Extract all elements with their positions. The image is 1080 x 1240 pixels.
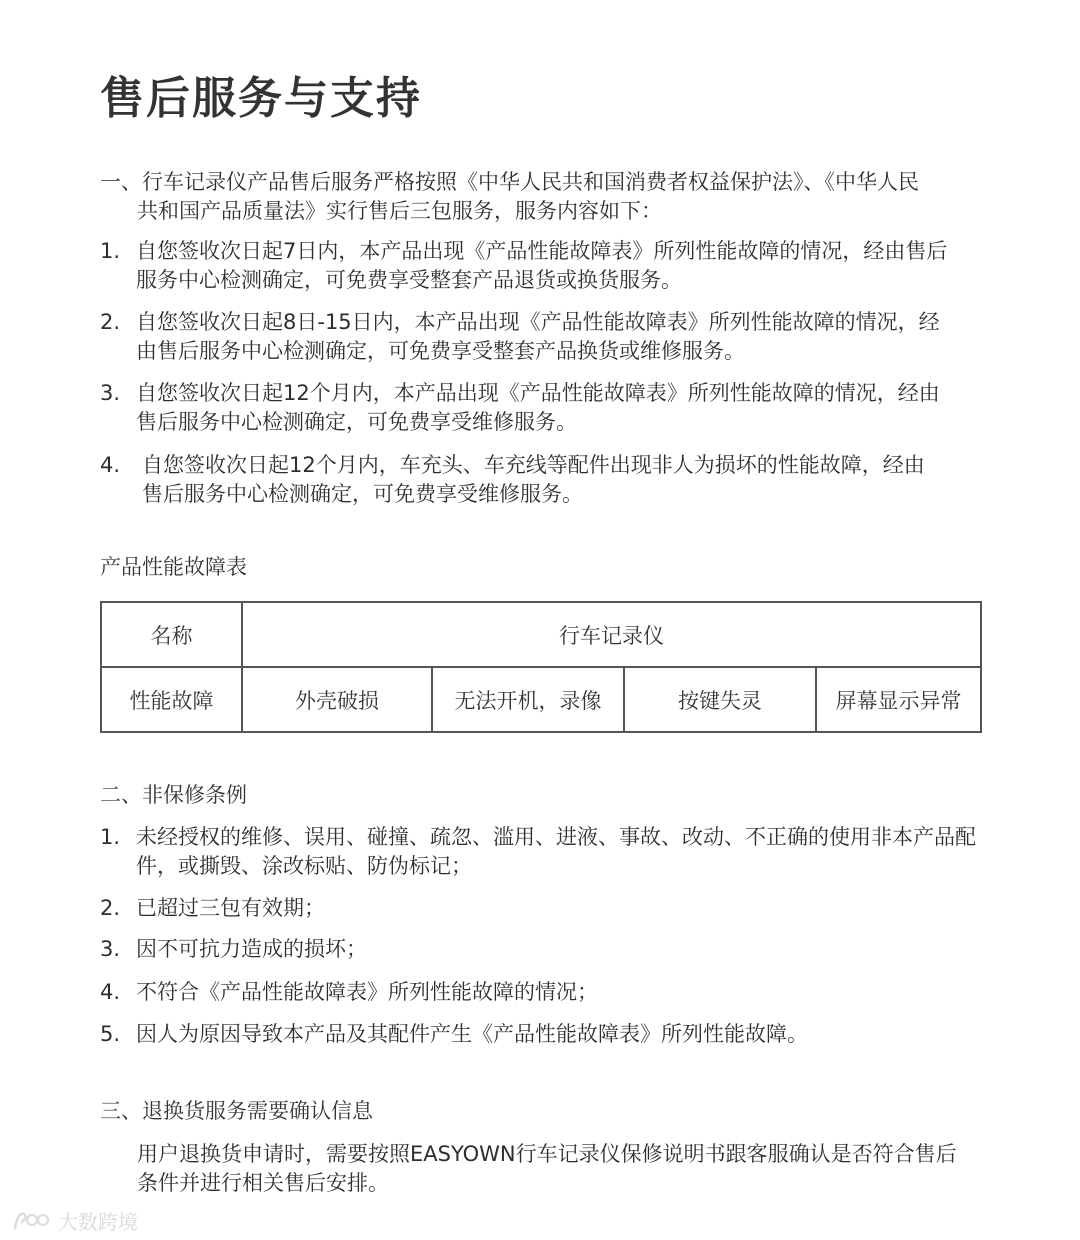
fault-table-caption: 产品性能故障表 xyxy=(100,555,247,579)
table-cell-fault: 外壳破损 xyxy=(242,667,432,732)
table-cell-fault: 屏幕显示异常 xyxy=(816,667,981,732)
section2-item-3 xyxy=(100,935,1000,964)
section3-line-2: 条件并进行相关售后安排。 xyxy=(137,1171,389,1195)
section2-item-4 xyxy=(100,978,1000,1007)
item-line: 售后服务中心检测确定，可免费享受维修服务。 xyxy=(136,410,577,434)
item-line: 件，或撕毁、涂改标贴、防伪标记； xyxy=(136,854,472,878)
table-cell-name-label: 名称 xyxy=(101,602,242,667)
table-cell-fault: 无法开机，录像 xyxy=(432,667,624,732)
item-line: 服务中心检测确定，可免费享受整套产品退货或换货服务。 xyxy=(136,268,682,292)
item-line: 自您签收次日起8日-15日内，本产品出现《产品性能故障表》所列性能故障的情况，经 xyxy=(136,310,940,334)
fault-table xyxy=(100,601,982,733)
item-line: 自您签收次日起12个月内，本产品出现《产品性能故障表》所列性能故障的情况，经由 xyxy=(136,381,940,405)
table-cell-fault-label: 性能故障 xyxy=(101,667,242,732)
item-line: 已超过三包有效期； xyxy=(136,896,325,920)
section3-line-1: 用户退换货申请时，需要按照EASYOWN行车记录仪保修说明书跟客服确认是否符合售后 xyxy=(137,1142,957,1166)
section2-item-2 xyxy=(100,894,1000,923)
section2-item-5 xyxy=(100,1020,1000,1049)
section3-body xyxy=(137,1140,1037,1198)
section1-item-3 xyxy=(100,379,1000,437)
section3-heading: 三、退换货服务需要确认信息 xyxy=(100,1099,373,1123)
section1-item-1 xyxy=(100,237,1000,295)
item-number: 4. xyxy=(100,453,121,477)
item-line: 未经授权的维修、误用、碰撞、疏忽、滥用、进液、事故、改动、不正确的使用非本产品配 xyxy=(136,825,976,849)
section1-intro xyxy=(100,168,1000,226)
watermark-logo-icon xyxy=(12,1208,52,1234)
section2-heading: 二、非保修条例 xyxy=(100,783,247,807)
item-number: 2. xyxy=(100,310,121,334)
item-line: 由售后服务中心检测确定，可免费享受整套产品换货或维修服务。 xyxy=(136,339,745,363)
table-row xyxy=(101,667,981,732)
item-number: 2. xyxy=(100,896,121,920)
item-number: 1. xyxy=(100,239,121,263)
intro-line-1: 一、行车记录仪产品售后服务严格按照《中华人民共和国消费者权益保护法》、《中华人民 xyxy=(100,170,919,194)
table-cell-product: 行车记录仪 xyxy=(242,602,981,667)
section1-item-2 xyxy=(100,308,1000,366)
watermark xyxy=(12,1206,138,1235)
item-number: 1. xyxy=(100,825,121,849)
section2-item-1 xyxy=(100,823,1000,881)
item-line: 因不可抗力造成的损坏； xyxy=(136,937,367,961)
section1-item-4 xyxy=(100,451,1000,509)
item-number: 3. xyxy=(100,381,121,405)
item-line: 售后服务中心检测确定，可免费享受维修服务。 xyxy=(142,482,583,506)
item-number: 4. xyxy=(100,980,121,1004)
item-number: 3. xyxy=(100,937,121,961)
intro-line-2: 共和国产品质量法》实行售后三包服务，服务内容如下： xyxy=(137,199,662,223)
page-title: 售后服务与支持 xyxy=(100,73,422,124)
item-line: 自您签收次日起12个月内，车充头、车充线等配件出现非人为损坏的性能故障，经由 xyxy=(142,453,925,477)
item-number: 5. xyxy=(100,1022,121,1046)
item-line: 自您签收次日起7日内，本产品出现《产品性能故障表》所列性能故障的情况，经由售后 xyxy=(136,239,948,263)
item-line: 不符合《产品性能故障表》所列性能故障的情况； xyxy=(136,980,598,1004)
table-cell-fault: 按键失灵 xyxy=(624,667,816,732)
item-line: 因人为原因导致本产品及其配件产生《产品性能故障表》所列性能故障。 xyxy=(136,1022,808,1046)
watermark-text: 大数跨境 xyxy=(58,1210,138,1234)
table-row xyxy=(101,602,981,667)
